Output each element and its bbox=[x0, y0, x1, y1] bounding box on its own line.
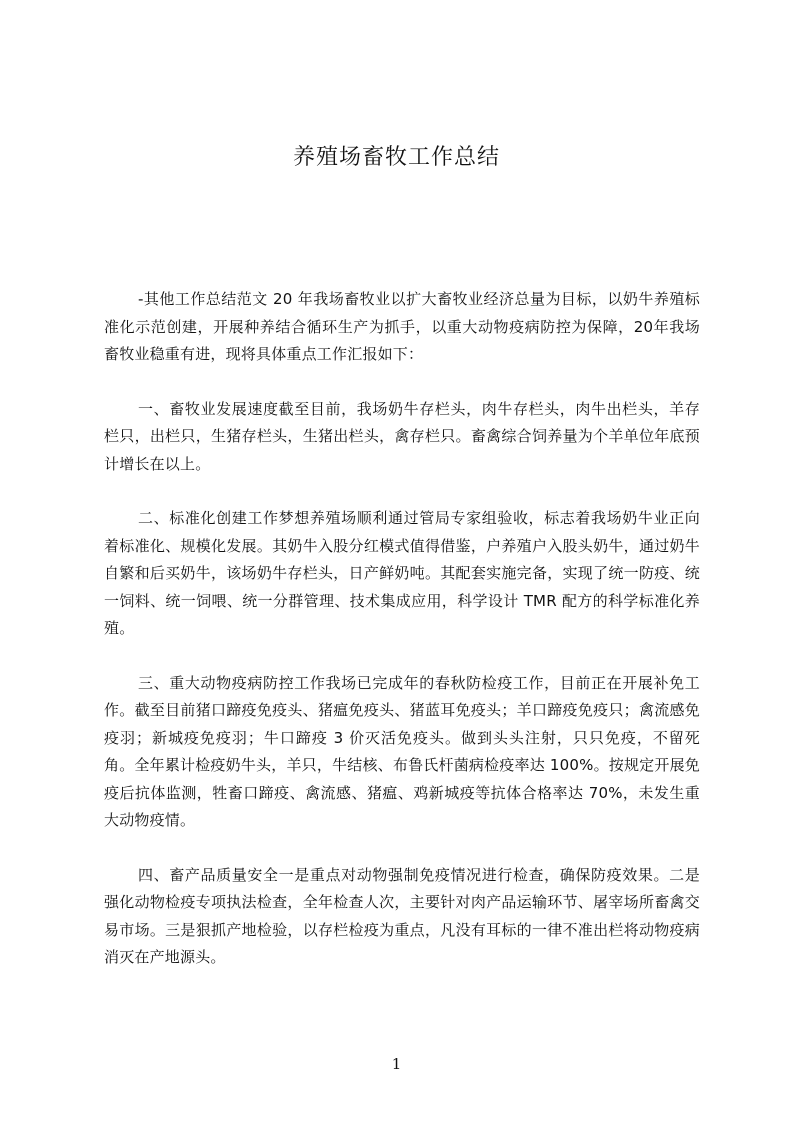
document-title: 养殖场畜牧工作总结 bbox=[292, 145, 500, 170]
page-number: 1 bbox=[391, 1055, 402, 1073]
paragraph-intro: -其他工作总结范文 20 年我场畜牧业以扩大畜牧业经济总量为目标，以奶牛养殖标准化示范创建，开展种养结合循环生产为抓手，以重大动物疫病防控为保障，20年我场畜牧业稳重有进，现将具体重点工作汇报如下： bbox=[104, 290, 700, 363]
paragraph-section-2: 二、标准化创建工作梦想养殖场顺利通过管局专家组验收，标志着我场奶牛业正向着标准化、规模化发展。其奶牛入股分红模式值得借鉴，户养殖户入股头奶牛，通过奶牛自繁和后买奶牛，该场奶牛存栏头，日产鲜奶吨。其配套实施完备，实现了统一防疫、统一饲料、统一饲喂、统一分群管理、技术集成应用，科学设计 TMR 配方的科学标准化养殖。 bbox=[104, 509, 700, 637]
paragraph-section-1: 一、畜牧业发展速度截至目前，我场奶牛存栏头，肉牛存栏头，肉牛出栏头，羊存栏只，出栏只，生猪存栏头，生猪出栏头，禽存栏只。畜禽综合饲养量为个羊单位年底预计增长在以上。 bbox=[104, 399, 700, 473]
paragraph-section-4: 四、畜产品质量安全一是重点对动物强制免疫情况进行检查，确保防疫效果。二是强化动物检疫专项执法检查，全年检查人次，主要针对肉产品运输环节、屠宰场所畜禽交易市场。三是狠抓产地检验，以存栏检疫为重点，凡没有耳标的一律不准出栏将动物疫病消灭在产地源头。 bbox=[104, 865, 700, 966]
paragraph-section-3: 三、重大动物疫病防控工作我场已完成年的春秋防检疫工作，目前正在开展补免工作。截至目前猪口蹄疫免疫头、猪瘟免疫头、猪蓝耳免疫头；羊口蹄疫免疫只；禽流感免疫羽；新城疫免疫羽；牛口蹄疫 3 价灭活免疫头。做到头头注射，只只免疫，不留死角。全年累计检疫奶牛头，羊只，牛结核、布鲁氏杆菌病检疫率达 100%。按规定开展免疫后抗体监测，牲畜口蹄疫、禽流感、猪瘟、鸡新城疫等抗体合格率达 70%，未发生重大动物疫情。 bbox=[104, 673, 700, 829]
document-body bbox=[104, 286, 700, 999]
